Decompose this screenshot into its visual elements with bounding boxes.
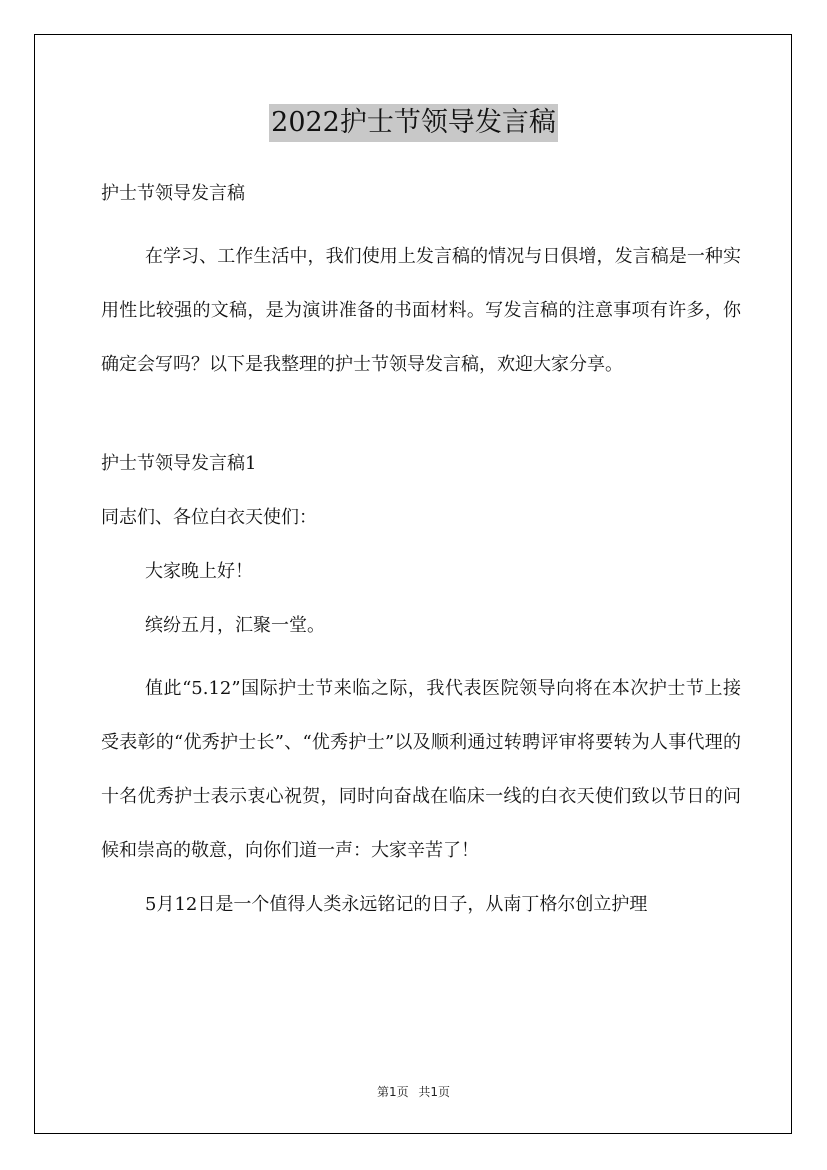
document-title: 2022护士节领导发言稿	[269, 104, 558, 142]
body-paragraph-1: 值此“5.12”国际护士节来临之际，我代表医院领导向将在本次护士节上接受表彰的“优秀护士长”、“优秀护士”以及顺利通过转聘评审将要转为人事代理的十名优秀护士表示衷心祝贺，同时向奋战在临床一线的白衣天使们致以节日的问候和崇高的敬意，向你们道一声：大家辛苦了！	[101, 678, 741, 861]
title-container	[0, 104, 827, 142]
subtitle: 护士节领导发言稿	[101, 183, 245, 204]
page-number-current: 第1页	[376, 1085, 409, 1099]
intro-paragraph: 在学习、工作生活中，我们使用上发言稿的情况与日俱增，发言稿是一种实用性比较强的文稿，是为演讲准备的书面材料。写发言稿的注意事项有许多，你确定会写吗？以下是我整理的护士节领导发言稿，欢迎大家分享。	[101, 246, 741, 375]
page-footer	[0, 1083, 827, 1100]
may-line: 缤纷五月，汇聚一堂。	[145, 615, 325, 636]
page-number-total: 共1页	[418, 1085, 451, 1099]
body-paragraph-2: 5月12日是一个值得人类永远铭记的日子，从南丁格尔创立护理	[145, 894, 648, 915]
salutation: 同志们、各位白衣天使们：	[101, 507, 317, 528]
greeting: 大家晚上好！	[145, 561, 253, 582]
section-heading: 护士节领导发言稿1	[101, 453, 257, 474]
document-body	[101, 176, 741, 932]
